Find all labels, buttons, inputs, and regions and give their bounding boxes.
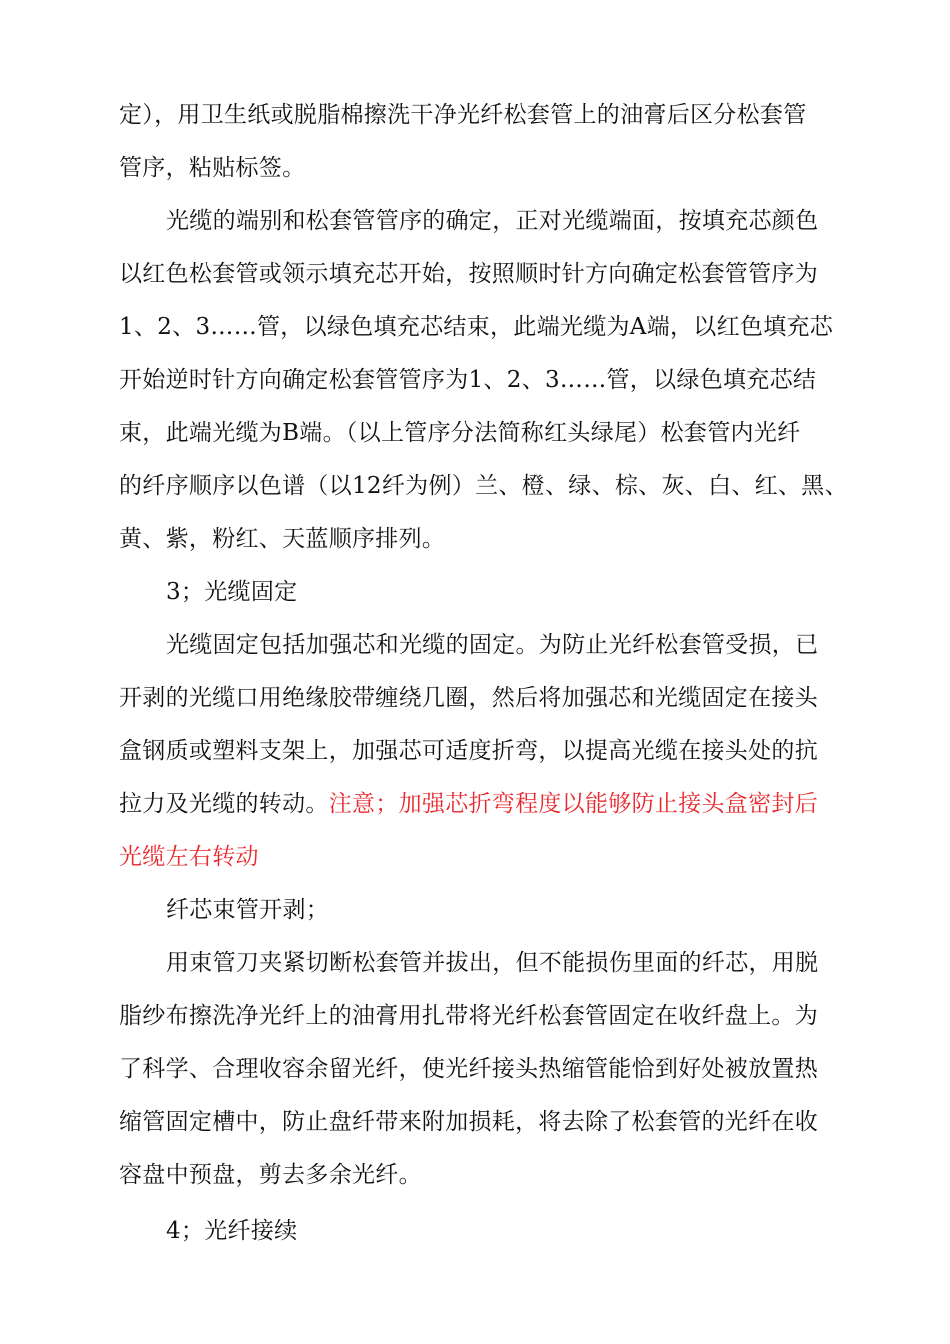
section-heading: 3；光缆固定 bbox=[166, 579, 298, 605]
paragraph-line: 用束管刀夹紧切断松套管并拔出，但不能损伤里面的纤芯，用脱 bbox=[166, 950, 819, 976]
paragraph-line: 缩管固定槽中，防止盘纤带来附加损耗，将去除了松套管的光纤在收 bbox=[119, 1109, 818, 1135]
paragraph-line bbox=[119, 789, 818, 819]
paragraph-line: 管序，粘贴标签。 bbox=[119, 155, 306, 181]
paragraph-line: 的纤序顺序以色谱（以12纤为例）兰、橙、绿、棕、灰、白、红、黑、 bbox=[119, 473, 848, 499]
paragraph-line: 光缆的端别和松套管管序的确定，正对光缆端面，按填充芯颜色 bbox=[166, 208, 819, 234]
section-heading: 纤芯束管开剥； bbox=[166, 897, 330, 923]
paragraph-line: 脂纱布擦洗净光纤上的油膏用扎带将光纤松套管固定在收纤盘上。为 bbox=[119, 1003, 818, 1029]
warning-note: 光缆左右转动 bbox=[119, 844, 259, 870]
paragraph-line: 定），用卫生纸或脱脂棉擦洗干净光纤松套管上的油膏后区分松套管 bbox=[119, 102, 807, 128]
paragraph-text: 拉力及光缆的转动。 bbox=[119, 791, 329, 817]
paragraph-line: 盒钢质或塑料支架上，加强芯可适度折弯，以提高光缆在接头处的抗 bbox=[119, 738, 818, 764]
paragraph-line: 以红色松套管或领示填充芯开始，按照顺时针方向确定松套管管序为 bbox=[119, 261, 818, 287]
section-heading: 4；光纤接续 bbox=[166, 1218, 298, 1244]
paragraph-line: 开剥的光缆口用绝缘胶带缠绕几圈，然后将加强芯和光缆固定在接头 bbox=[119, 685, 818, 711]
paragraph-line: 开始逆时针方向确定松套管管序为1、2、3……管，以绿色填充芯结 bbox=[119, 367, 817, 393]
paragraph-line: 容盘中预盘，剪去多余光纤。 bbox=[119, 1162, 422, 1188]
paragraph-line: 束，此端光缆为B端。（以上管序分法简称红头绿尾）松套管内光纤 bbox=[119, 420, 801, 446]
paragraph-line: 了科学、合理收容余留光纤，使光纤接头热缩管能恰到好处被放置热 bbox=[119, 1056, 818, 1082]
paragraph-line: 1、2、3……管，以绿色填充芯结束，此端光缆为A端，以红色填充芯 bbox=[119, 314, 834, 340]
paragraph-line: 黄、紫，粉红、天蓝顺序排列。 bbox=[119, 526, 446, 552]
paragraph-line: 光缆固定包括加强芯和光缆的固定。为防止光纤松套管受损，已 bbox=[166, 632, 819, 658]
warning-note: 注意；加强芯折弯程度以能够防止接头盒密封后 bbox=[328, 791, 819, 817]
